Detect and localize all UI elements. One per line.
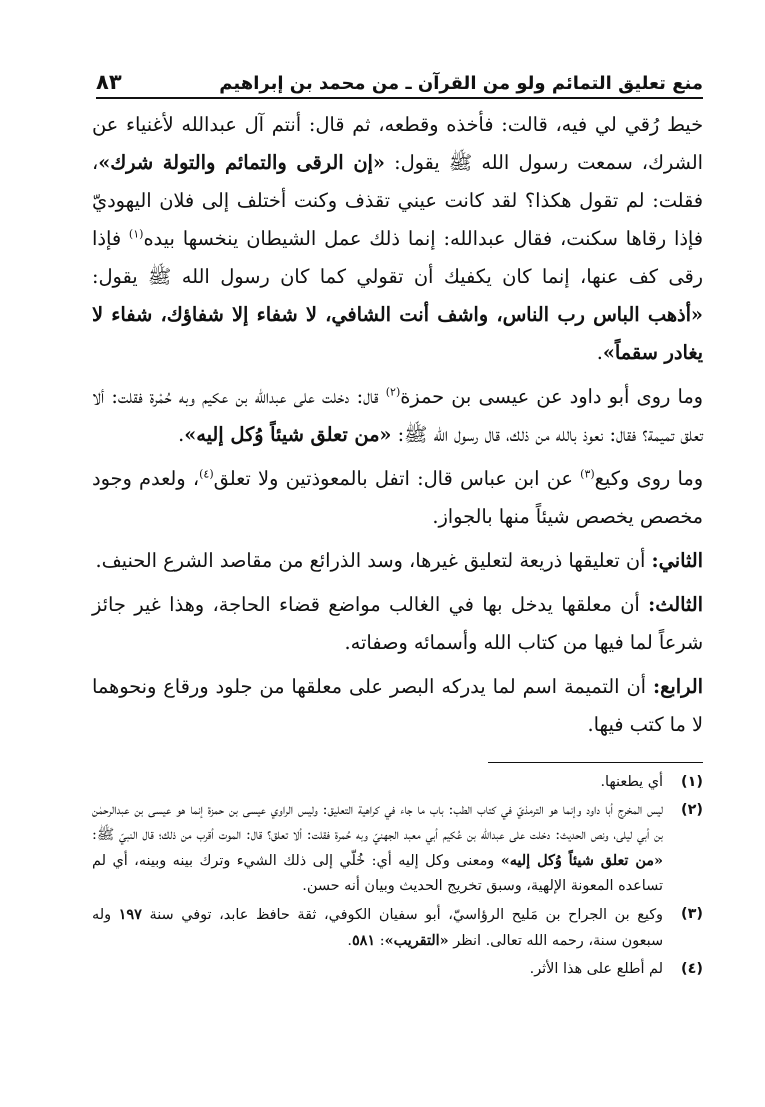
text-run: . [178,423,185,446]
page-ref: ٥٨١ [351,932,376,949]
footnote-4 [92,957,703,982]
text-run: : [375,933,385,949]
footnote-ref-4[interactable]: (٤) [199,467,214,481]
footnote-number: (٤) [681,961,703,977]
text-run: ومعنى وكل إليه أي: خُلّي إلى ذلك الشيء وترك بينه وبينه، أي لم تساعده المعونة الإلهية، وسبق تخريج الحديث وبيان أنه حسن. [92,853,663,894]
footnote-text [92,798,663,899]
footnote-number: (٣) [681,906,703,922]
text-run: وكيع بن الجراح بن مَليح الرؤاسيّ، أبو سفيان الكوفي، ثقة حافظ عابد، توفي سنة [141,907,663,923]
text-run: وما روى أبو داود عن عيسى بن حمزة [400,385,703,408]
hadith-quote: «من تعلق شيئاً وُكل إليه» [184,423,392,446]
text-run: . [347,933,352,949]
page-number: ٨٣ [96,70,122,94]
book-title: «التقريب» [384,932,449,949]
footnote-2 [92,798,703,899]
point-label: الرابع: [653,675,703,698]
footnote-ref-2[interactable]: (٢) [385,385,401,399]
text-run: أن معلقها يدخل بها في الغالب مواضع قضاء الحاجة، وهذا غير جائز شرعاً لما فيها من كتاب الله وأسمائه وصفاته. [92,593,703,654]
text-run: قال: دخلت على عبدالله بن عكيم وبه حُمْرة فقلت: ألا تعلق تميمة؟ فقال: نعوذ بالله من ذلك، قال رسول الله ﷺ: [92,385,703,446]
page-header [96,58,703,99]
footnote-ref-1[interactable]: (١) [128,227,144,241]
text-run: وله سبعون سنة، رحمه الله تعالى. انظر [92,907,663,949]
footnote-number: (٢) [681,802,703,818]
footnote-number: (١) [681,774,703,790]
footnote-ref-3[interactable]: (٣) [580,467,595,481]
text-run: . [596,341,603,364]
hadith-quote: «إن الرقى والتمائم والتولة شرك» [98,151,385,174]
text-run: أن تعليقها ذريعة لتعليق غيرها، وسد الذرائع من مقاصد الشرع الحنيف. [95,549,652,572]
text-run: أن التميمة اسم لما يدركه البصر على معلقها من جلود ورقاع ونحوهما لا ما كتب فيها. [92,675,703,736]
paragraph-1 [92,106,703,372]
paragraph-6 [92,668,703,744]
paragraph-4 [92,542,703,580]
text-run: عن ابن عباس قال: اتفل بالمعوذتين ولا تعلق [213,467,581,490]
text-run: وما روى وكيع [594,467,704,490]
running-title: منع تعليق التمائم ولو من القرآن ـ من محمد بن إبراهيم [219,73,703,94]
paragraph-2 [92,378,703,454]
text-run: ، فقلت: لم تقول هكذا؟ لقد كانت عيني تقذف وكنت أختلف إلى فلان اليهوديّ فإذا رقاها سكنت، فقال عبدالله: إنما ذلك عمل الشيطان ينخسها بيده [92,151,704,250]
footnote-text: لم أطلع على هذا الأثر. [529,961,663,977]
paragraph-3 [92,460,703,536]
paragraph-5 [92,586,703,662]
footnote-3 [92,902,703,954]
footnotes [92,770,703,985]
hadith-quote: «أذهب الباس رب الناس، واشف أنت الشافي، لا شفاء إلا شفاؤك، شفاء لا يغادر سقماً» [92,303,703,364]
footnote-1 [92,770,703,795]
text-run: ليس المخرج أبا داود وإنما هو الترمذيّ في كتاب الطب: باب ما جاء في كراهية التعليق: وليس الراوي عيسى بن حمزة إنما هو عيسى بن عبدالرحمٰن بن أبي ليلى، ونص الحديث: دخلت على عبدالله بن عُكيم أبي معبد الجهنيّ وبه حُمرة فقلت: ألا تعلق؟ قال: الموت أقرب من ذلك؛ قال النبيّ ﷺ: [92,802,663,843]
footnote-text [92,902,663,954]
point-label: الثاني: [651,549,703,572]
hadith-quote: «من تعلق شيئاً وُكل إليه» [500,852,664,869]
text-run: فإذا رقى كف عنها، إنما كان يكفيك أن تقولي كما كان رسول الله ﷺ يقول: [92,227,703,288]
main-text [92,106,703,750]
point-label: الثالث: [648,593,703,616]
footnote-separator [488,762,703,763]
text-run: خيط رُقي لي فيه، قالت: فأخذه وقطعه، ثم قال: أنتم آل عبدالله لأغنياء عن الشرك، سمعت رسول الله ﷺ يقول: [92,113,703,174]
footnote-text: أي يطعنها. [600,774,663,790]
year: ١٩٧ [118,906,142,923]
text-run: ، ولعدم وجود مخصص يخصص شيئاً منها بالجواز. [92,467,703,528]
